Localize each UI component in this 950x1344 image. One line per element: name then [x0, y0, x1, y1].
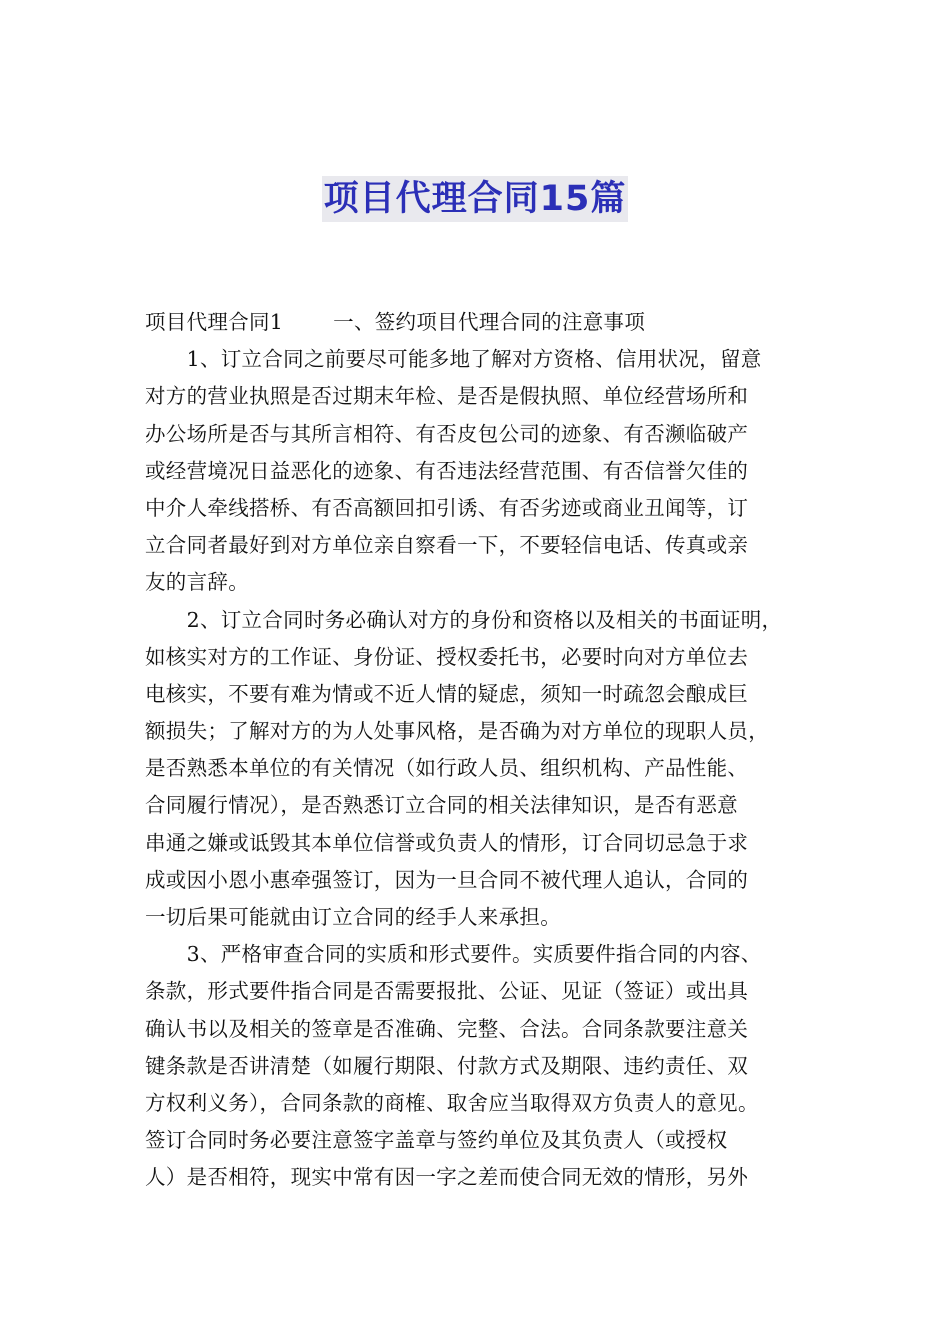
body-line: 方权利义务），合同条款的商榷、取舍应当取得双方负责人的意见。	[145, 1090, 759, 1115]
body-line: 电核实，不要有难为情或不近人情的疑虑，须知一时疏忽会酿成巨	[145, 681, 749, 706]
document-body	[145, 304, 815, 1197]
body-line: 签订合同时务必要注意签字盖章与签约单位及其负责人（或授权	[145, 1128, 728, 1153]
body-line: 条款，形式要件指合同是否需要报批、公证、见证（签证）或出具	[145, 979, 749, 1004]
body-line: 友的言辞。	[145, 570, 249, 595]
body-line: 合同履行情况），是否熟悉订立合同的相关法律知识，是否有恶意	[145, 793, 738, 818]
heading-line	[145, 304, 815, 341]
body-line: 成或因小恩小惠牵强签订，因为一旦合同不被代理人追认，合同的	[145, 867, 749, 892]
body-line: 2、订立合同时务必确认对方的身份和资格以及相关的书面证明，	[145, 607, 783, 632]
body-line: 人）是否相符，现实中常有因一字之差而使合同无效的情形，另外	[145, 1165, 749, 1190]
body-line: 对方的营业执照是否过期末年检、是否是假执照、单位经营场所和	[145, 384, 749, 409]
body-line: 是否熟悉本单位的有关情况（如行政人员、组织机构、产品性能、	[145, 756, 749, 781]
body-line: 3、严格审查合同的实质和形式要件。实质要件指合同的内容、	[145, 942, 762, 967]
body-line: 串通之嫌或诋毁其本单位信誉或负责人的情形，订合同切忌急于求	[145, 830, 749, 855]
body-line: 额损失；了解对方的为人处事风格，是否确为对方单位的现职人员，	[145, 719, 769, 744]
body-line: 1、订立合同之前要尽可能多地了解对方资格、信用状况，留意	[145, 347, 762, 372]
title-block	[0, 176, 950, 222]
body-line: 办公场所是否与其所言相符、有否皮包公司的迹象、有否濒临破产	[145, 421, 749, 446]
body-line: 中介人牵线搭桥、有否高额回扣引诱、有否劣迹或商业丑闻等，订	[145, 495, 749, 520]
body-line: 如核实对方的工作证、身份证、授权委托书，必要时向对方单位去	[145, 644, 749, 669]
body-line: 或经营境况日益恶化的迹象、有否违法经营范围、有否信誉欠佳的	[145, 458, 749, 483]
heading-label: 项目代理合同1	[145, 310, 284, 334]
body-line: 一切后果可能就由订立合同的经手人来承担。	[145, 905, 561, 929]
body-line: 键条款是否讲清楚（如履行期限、付款方式及期限、违约责任、双	[145, 1053, 749, 1078]
document-title: 项目代理合同15篇	[322, 176, 629, 222]
heading-section: 一、签约项目代理合同的注意事项	[333, 310, 646, 334]
body-line: 确认书以及相关的签章是否准确、完整、合法。合同条款要注意关	[145, 1016, 749, 1041]
body-line: 立合同者最好到对方单位亲自察看一下，不要轻信电话、传真或亲	[145, 533, 749, 558]
